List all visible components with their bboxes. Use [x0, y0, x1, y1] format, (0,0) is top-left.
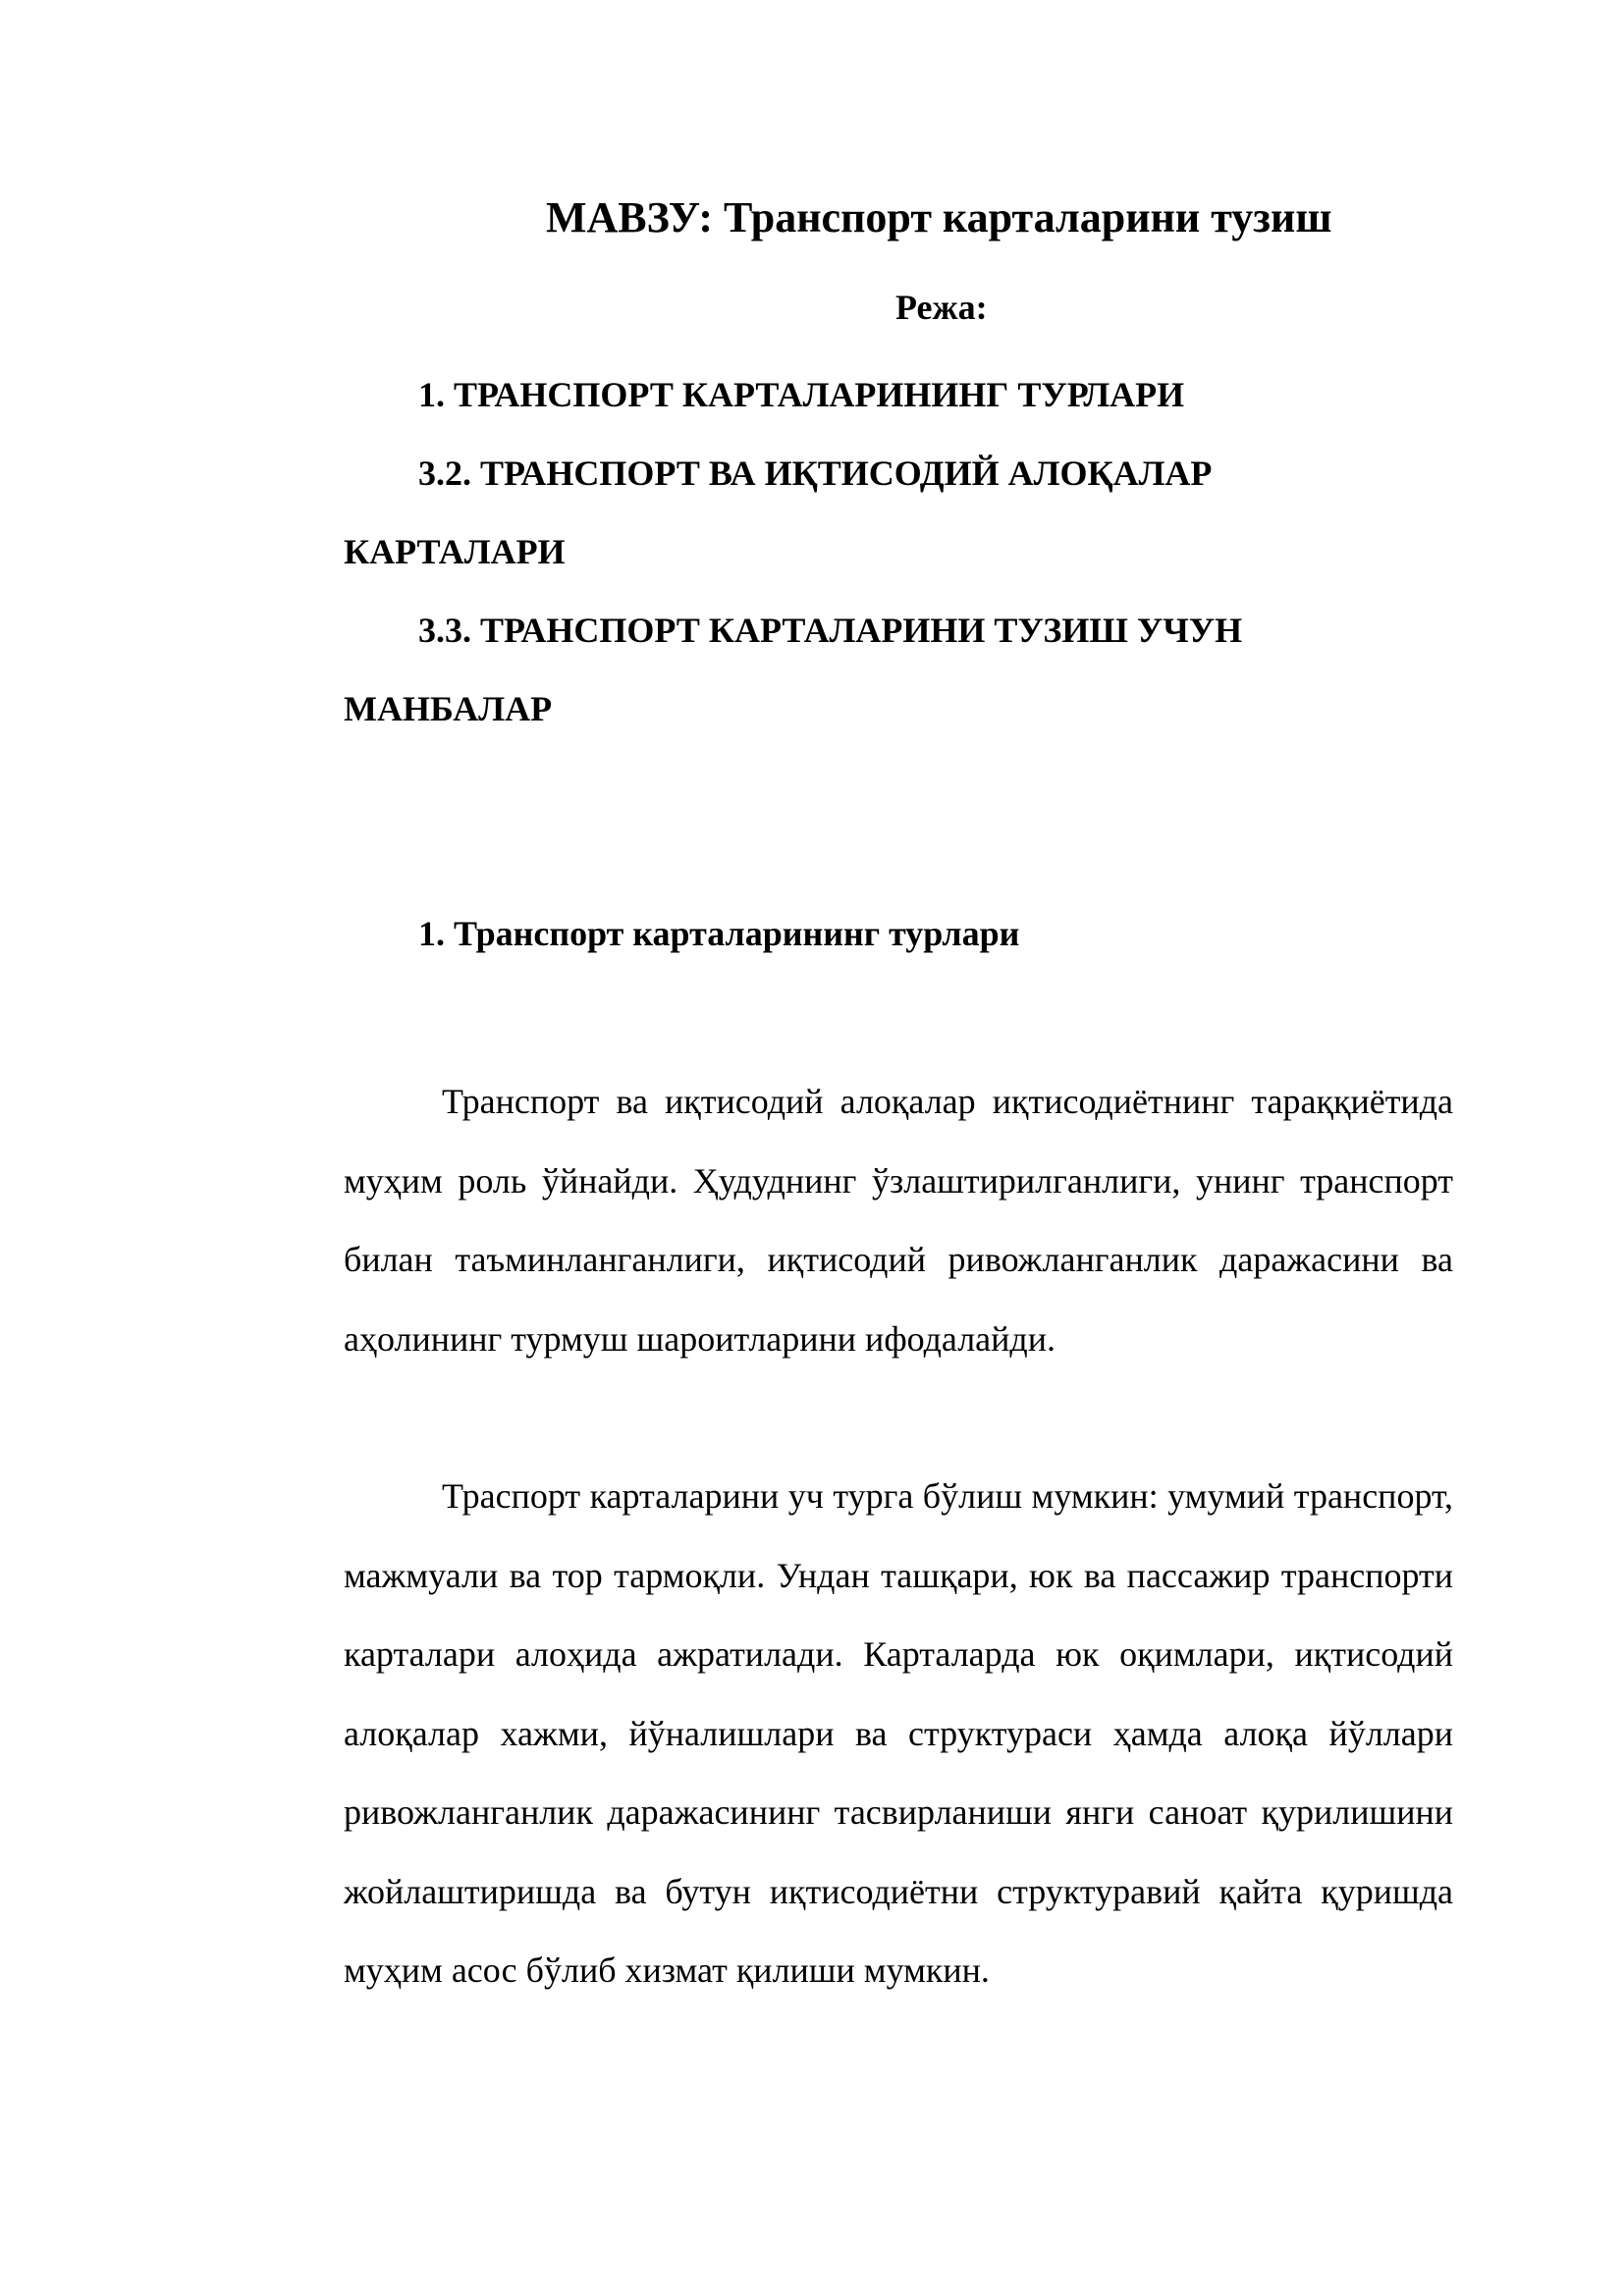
paragraph-2: Траспорт карталарини уч турга бўлиш мумкин: умумий транспорт, мажмуали ва тор тармоқли. Ундан ташқари, юк ва пассажир транспорти карталари алоҳида ажратилади. Карталарда юк оқимлари, иқтисодий алоқалар хажми, йўналишлари ва структураси ҳамда алоқа йўллари ривожланганлик даражасининг тасвирланиши янги саноат қурилишини жойлаштиришда ва бутун иқтисодиётни структуравий қайта қуришда муҳим асос бўлиб хизмат қилиши мумкин.	[344, 1476, 1453, 1990]
plan-list	[344, 355, 1453, 748]
plan-item-2: 3.2. ТРАНСПОРТ ВА ИҚТИСОДИЙ АЛОҚАЛАР	[418, 454, 1213, 493]
paragraph-1: Транспорт ва иқтисодий алоқалар иқтисодиётнинг тараққиётида муҳим роль ўйнайди. Ҳудуднинг ўзлаштирилганлиги, унинг транспорт билан таъминланганлиги, иқтисодий ривожланганлик даражасини ва аҳолининг турмуш шароитларини ифодалайди.	[344, 1082, 1453, 1359]
plan-item-1: 1. ТРАНСПОРТ КАРТАЛАРИНИНГ ТУРЛАРИ	[418, 375, 1185, 414]
section-heading: 1. Транспорт карталарининг турлари	[418, 914, 1020, 953]
plan-item-2-continued: КАРТАЛАРИ	[344, 532, 566, 571]
plan-item-3: 3.3. ТРАНСПОРТ КАРТАЛАРИНИ ТУЗИШ УЧУН	[418, 611, 1243, 650]
plan-heading: Режа:	[895, 288, 988, 327]
plan-item-3-continued: МАНБАЛАР	[344, 689, 553, 728]
document-title: МАВЗУ: Транспорт карталарини тузиш	[546, 193, 1332, 241]
